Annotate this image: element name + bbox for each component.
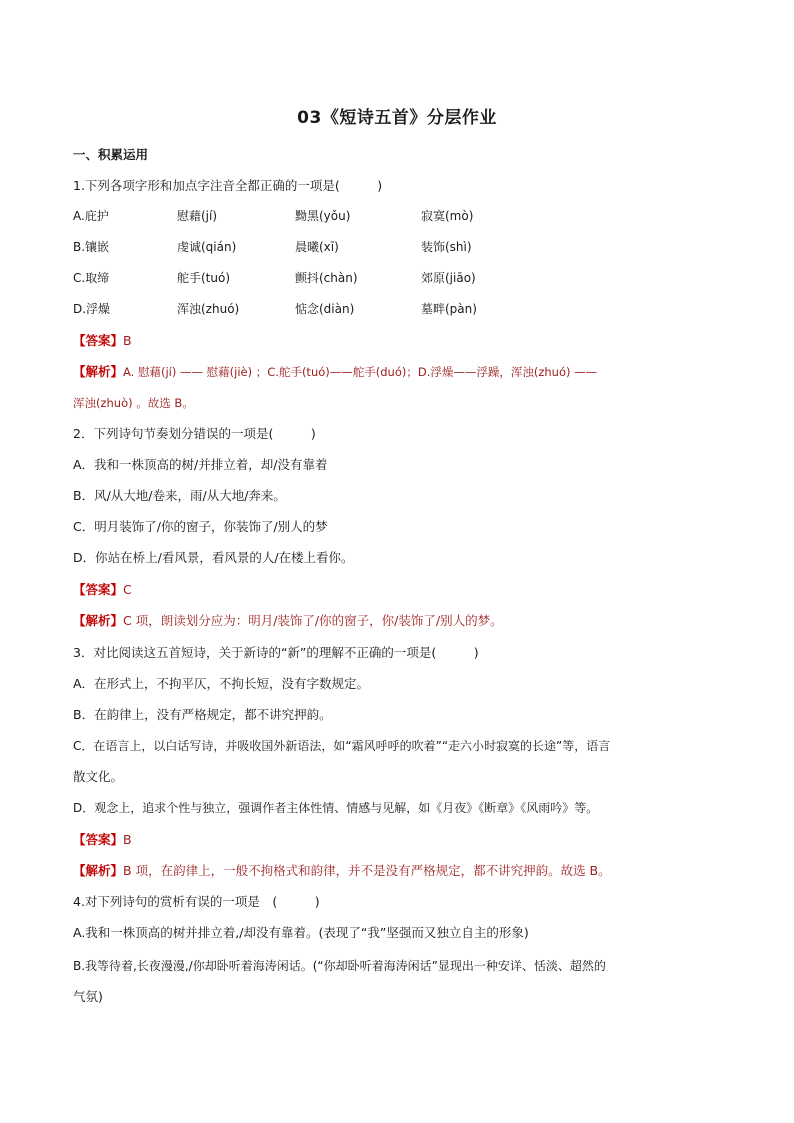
q2-option-d: D．你站在桥上/看风景，看风景的人/在楼上看你。	[73, 550, 354, 565]
q3-option-c-cont: 散文化。	[73, 769, 124, 784]
q2-stem: 2．下列诗句节奏划分错误的一项是( )	[73, 426, 316, 441]
q1-analysis-cont: 浑浊(zhuò) 。故选 B。	[73, 396, 194, 410]
q3-option-d: D．观念上，追求个性与独立，强调作者主体性情、情感与见解，如《月夜》《断章》《风雨吟》等。	[73, 801, 599, 815]
q2-analysis: 【解析】C 项，朗读划分应为：明月/装饰了/你的窗子，你/装饰了/别人的梦。	[73, 613, 503, 628]
q2-option-a: A．我和一株顶高的树/并排立着，却/没有靠着	[73, 457, 328, 472]
q1-stem: 1.下列各项字形和加点字注音全都正确的一项是( )	[73, 178, 383, 193]
q3-stem: 3．对比阅读这五首短诗，关于新诗的“新”的理解不正确的一项是( )	[73, 645, 479, 660]
q3-option-b: B．在韵律上，没有严格规定，都不讲究押韵。	[73, 707, 332, 722]
q3-answer: 【答案】B	[73, 832, 132, 847]
q4-stem: 4.对下列诗句的赏析有误的一项是 ( )	[73, 894, 320, 909]
q3-analysis: 【解析】B 项，在韵律上，一般不拘格式和韵律，并不是没有严格规定，都不讲究押韵。故选 B。	[73, 863, 611, 878]
q4-option-a: A.我和一株顶高的树并排立着,/却没有靠着。(表现了“我”坚强而又独立自主的形象)	[73, 925, 529, 940]
q1-answer: 【答案】B	[73, 333, 132, 348]
section-heading: 一、积累运用	[73, 147, 149, 162]
q3-option-c: C．在语言上，以白话写诗，并吸收国外新语法，如“霜风呼呼的吹着”“走六小时寂寞的长途”等，语言	[73, 739, 611, 753]
q4-option-b: B.我等待着,长夜漫漫,/你却卧听着海涛闲话。(“你却卧听着海涛闲话”显现出一种安详、恬淡、超然的	[73, 959, 606, 973]
q1-analysis: 【解析】A. 慰藉(jí) —— 慰藉(jiè) ；C.舵手(tuó)——舵手(duó)；D.浮燥——浮躁，浑浊(zhuó) ——	[73, 364, 598, 379]
q2-option-b: B．风/从大地/卷来，雨/从大地/奔来。	[73, 488, 286, 503]
page-title: 03《短诗五首》分层作业	[297, 108, 497, 128]
document-page: 03《短诗五首》分层作业 一、积累运用 1.下列各项字形和加点字注音全都正确的一项是( ) A.庇护 慰藉(jí) 黝黑(yǒu) 寂寞(mò) B.镶嵌 虔诚(qián) 晨曦(xī) 装饰(shì) C.取缔 舵手(tuó) 颤抖(chàn) 郊原(jiāo) D.浮燥 浑浊(zhuó) 惦念(diàn) 墓畔(pàn) 【答案】B 【解析】A. 慰藉(jí) —— 慰藉(jiè) ；C.舵手(tuó)——舵手(duó)；D.浮燥——浮躁，浑浊(zhuó) —— 浑浊(zhuò) 。故选 B。 2．下列诗句节奏划分错误的一项是( ) A．我和一株顶高的树/并排立着，却/没有靠着 B．风/从大地/卷来，雨/从大地/奔来。 C．明月装饰了/你的窗子，你装饰了/别人的梦 D．你站在桥上/看风景，看风景的人/在楼上看你。 【答案】C 【解析】C 项，朗读划分应为：明月/装饰了/你的窗子，你/装饰了/别人的梦。 3．对比阅读这五首短诗，关于新诗的“新”的理解不正确的一项是( ) A．在形式上，不拘平仄，不拘长短，没有字数规定。 B．在韵律上，没有严格规定，都不讲究押韵。 C．在语言上，以白话写诗，并吸收国外新语法，如“霜风呼呼的吹着”“走六小时寂寞的长途”等，语言 散文化。 D．观念上，追求个性与独立，强调作者主体性情、情感与见解，如《月夜》《断章》《风雨吟》等。 【答案】B 【解析】B 项，在韵律上，一般不拘格式和韵律，并不是没有严格规定，都不讲究押韵。故选 B。 4.对下列诗句的赏析有误的一项是 ( ) A.我和一株顶高的树并排立着,/却没有靠着。(表现了“我”坚强而又独立自主的形象) B.我等待着,长夜漫漫,/你却卧听着海涛闲话。(“你却卧听着海涛闲话”显现出一种安详、恬淡、超然的 气氛)	[0, 0, 794, 1123]
q2-answer: 【答案】C	[73, 582, 132, 597]
q4-option-b-cont: 气氛)	[73, 989, 103, 1004]
q3-option-a: A．在形式上，不拘平仄，不拘长短，没有字数规定。	[73, 676, 370, 691]
q2-option-c: C．明月装饰了/你的窗子，你装饰了/别人的梦	[73, 519, 328, 534]
